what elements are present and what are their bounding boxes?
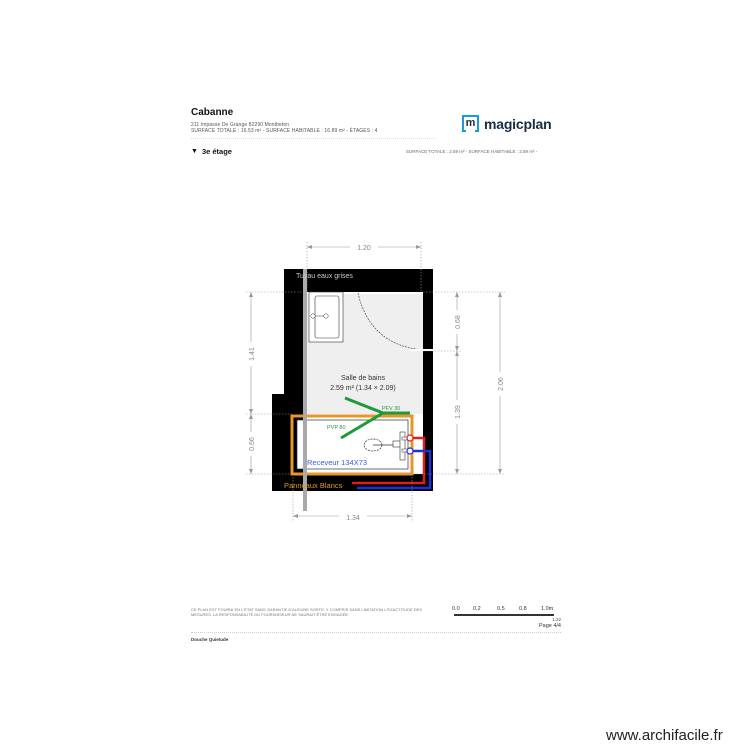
- pfv-label: PFV 30: [382, 406, 401, 412]
- pvp-label: PVP 80: [327, 425, 346, 431]
- logo-text: magicplan: [484, 115, 552, 132]
- scale-tick: 0.0: [452, 606, 460, 612]
- footer-divider: [191, 632, 561, 633]
- tray-label: Receveur 134X73: [307, 458, 368, 467]
- pipe-label: Tuyau eaux grises: [296, 273, 353, 280]
- floor-name: 3e étage: [201, 147, 232, 156]
- project-name: Douche Quietude: [191, 637, 229, 642]
- scale-tick: 0.2: [473, 606, 481, 612]
- scale-tick: 1.0m: [541, 606, 554, 612]
- project-surface-summary: SURFACE TOTALE : 16.53 m² - SURFACE HABITABLE : 16.89 m² - ÉTAGES : 4: [191, 128, 378, 134]
- scale-tick: 0.5: [497, 606, 505, 612]
- dim-left-upper: 1.41: [249, 347, 256, 361]
- scale-tick: 0.8: [519, 606, 527, 612]
- panels-label: Panneaux Blancs: [284, 481, 343, 490]
- dim-top-width: 1.20: [357, 245, 371, 252]
- floor-surface-summary: SURFACE TOTALE : 2.59 m² - SURFACE HABITABLE : 2.59 m² -: [406, 149, 538, 154]
- grey-water-pipe: [303, 269, 307, 511]
- sink: [309, 292, 343, 342]
- dim-right-lower: 1.39: [455, 405, 462, 419]
- dim-left-lower: 0.66: [249, 437, 256, 451]
- dim-right-upper: 0.68: [455, 315, 462, 329]
- scale-ratio: 1:22: [552, 617, 561, 622]
- collapse-triangle-icon[interactable]: ▼: [191, 148, 198, 155]
- dim-bottom-width: 1.34: [346, 515, 360, 522]
- project-address: 211 Impasse De Grange 82290 Montbeton: [191, 122, 290, 128]
- room-name: Salle de bains: [341, 375, 385, 382]
- disclaimer-note: CE PLAN EST FOURNI EN L'ÉTAT SANS GARANTIE D'AUCUNE SORTE, Y COMPRIS SANS LIMITATION L'EXACTITUDE DES MESURES. LA RESPONSABILITÉ DU FOURNISSEUR NE SAURAIT ÊTRE ENGAGÉE.: [191, 607, 423, 617]
- logo-mark-icon: m: [462, 115, 479, 132]
- dim-right-total: 2.06: [498, 377, 505, 391]
- page-number: Page 4/4: [538, 623, 561, 629]
- watermark: www.archifacile.fr: [606, 727, 723, 744]
- project-title: Cabanne: [191, 107, 234, 118]
- room-area: 2.59 m² (1.34 × 2.09): [330, 385, 396, 392]
